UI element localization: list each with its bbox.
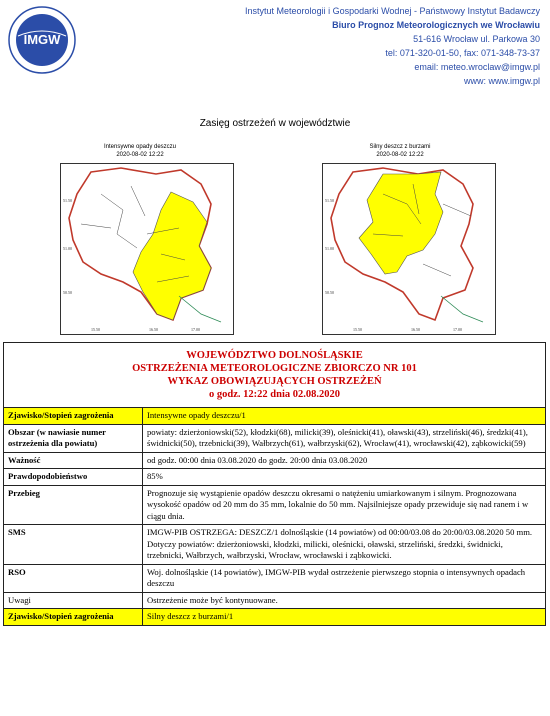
table-row: [4, 609, 546, 626]
issue-time: o godz. 12:22 dnia 02.08.2020: [209, 389, 340, 400]
table-row: [4, 564, 546, 592]
area-value: powiaty: dzierżoniowski(52), kłodzki(68), milicki(39), oleśnicki(41), oławski(43), strzeliński(46), średzki(41), świdnicki(50), trzebnicki(39), Wałbrzych(61), wałbrzyski(62), Wrocław(41), wrocławski(42), ząbkowicki(59): [143, 424, 546, 452]
address: 51-616 Wrocław ul. Parkowa 30: [413, 34, 540, 44]
sms-value: IMGW-PIB OSTRZEGA: DESZCZ/1 dolnośląskie (14 powiatów) od 00:00/03.08 do 20:00/03.08.2020 50 mm. Dotyczy powiatów: dzierżoniowski, kłodzki, milicki, oleśnicki, oławski, strzeliński, średzki, świdnicki, trzebnicki, Wałbrzych, wałbrzyski, Wrocław, wrocławski i ząbkowicki.: [143, 525, 546, 565]
table-row: [4, 592, 546, 609]
map2-xtick: 16.50: [411, 327, 420, 332]
sms-label: SMS: [4, 525, 143, 565]
website[interactable]: www: www.imgw.pl: [463, 76, 540, 86]
map1-ytick: 51.00: [63, 246, 72, 251]
bulletin-number: OSTRZEŻENIA METEOROLOGICZNE ZBIORCZO NR 101: [132, 363, 417, 374]
table-row: [4, 424, 546, 452]
map2-caption: [315, 143, 485, 159]
map2-xtick: 15.50: [353, 327, 362, 332]
table-row: [4, 452, 546, 469]
warning-header: [4, 343, 546, 408]
list-title: WYKAZ OBOWIĄZUJĄCYCH OSTRZEŻEŃ: [167, 376, 382, 387]
probability-value: 85%: [143, 469, 546, 486]
map2-ytick: 51.00: [325, 246, 334, 251]
map1-ytick: 51.50: [63, 198, 72, 203]
map2-ytick: 50.50: [325, 290, 334, 295]
phenomenon2-label: Zjawisko/Stopień zagrożenia: [4, 609, 143, 626]
map1-xtick: 16.50: [149, 327, 158, 332]
phenomenon2-value: Silny deszcz z burzami/1: [143, 609, 546, 626]
map1-date: 2020-08-02 12:22: [116, 152, 164, 158]
section-title: Zasięg ostrzeżeń w województwie: [199, 118, 351, 129]
map1-warning-area: [60, 163, 234, 335]
institute-info: [245, 4, 540, 88]
area-label: Obszar (w nawiasie numer ostrzeżenia dla powiatu): [4, 424, 143, 452]
map2-ytick: 51.50: [325, 198, 334, 203]
map1-title: Intensywne opady deszczu: [103, 144, 177, 150]
map2-warning-area: [322, 163, 496, 335]
email[interactable]: email: meteo.wroclaw@imgw.pl: [414, 62, 540, 72]
map1-xtick: 17.00: [191, 327, 200, 332]
table-row: [4, 469, 546, 486]
rso-label: RSO: [4, 564, 143, 592]
course-value: Prognozuje się wystąpienie opadów deszczu okresami o natężeniu umiarkowanym i silnym. Prognozowana wysokość opadów od 20 mm do 35 mm, lokalnie do 50 mm. Najsilniejsze opady przewiduje się nad ranem i w ciągu dnia.: [143, 485, 546, 525]
table-row: [4, 408, 546, 425]
table-row: [4, 525, 546, 565]
phone-fax: tel: 071-320-01-50, fax: 071-348-73-37: [385, 48, 540, 58]
map2-title: Silny deszcz z burzami: [369, 144, 431, 150]
map2-date: 2020-08-02 12:22: [376, 152, 424, 158]
validity-value: od godz. 00:00 dnia 03.08.2020 do godz. 20:00 dnia 03.08.2020: [143, 452, 546, 469]
table-row: [4, 485, 546, 525]
institute-name: Instytut Meteorologii i Gospodarki Wodnej - Państwowy Instytut Badawczy: [245, 6, 540, 16]
probability-label: Prawdopodobieństwo: [4, 469, 143, 486]
warning-header-row: [4, 343, 546, 408]
voivodeship-title: WOJEWÓDZTWO DOLNOŚLĄSKIE: [186, 350, 363, 361]
phenomenon-value: Intensywne opady deszczu/1: [143, 408, 546, 425]
phenomenon-label: Zjawisko/Stopień zagrożenia: [4, 408, 143, 425]
remarks-label: Uwagi: [4, 592, 143, 609]
warnings-table: [3, 342, 546, 626]
imgw-logo: [8, 6, 76, 74]
validity-label: Ważność: [4, 452, 143, 469]
letterhead: [0, 0, 550, 105]
remarks-value: Ostrzeżenie może być kontynuowane.: [143, 592, 546, 609]
svg-text:IMGW: IMGW: [23, 32, 61, 47]
map1-xtick: 15.50: [91, 327, 100, 332]
rso-value: Woj. dolnośląskie (14 powiatów), IMGW-PIB wydał ostrzeżenie pierwszego stopnia o intensywnych opadach deszczu: [143, 564, 546, 592]
map2-xtick: 17.00: [453, 327, 462, 332]
map1-caption: [55, 143, 225, 159]
course-label: Przebieg: [4, 485, 143, 525]
office-name: Biuro Prognoz Meteorologicznych we Wrocławiu: [332, 20, 540, 30]
map1-ytick: 50.50: [63, 290, 72, 295]
